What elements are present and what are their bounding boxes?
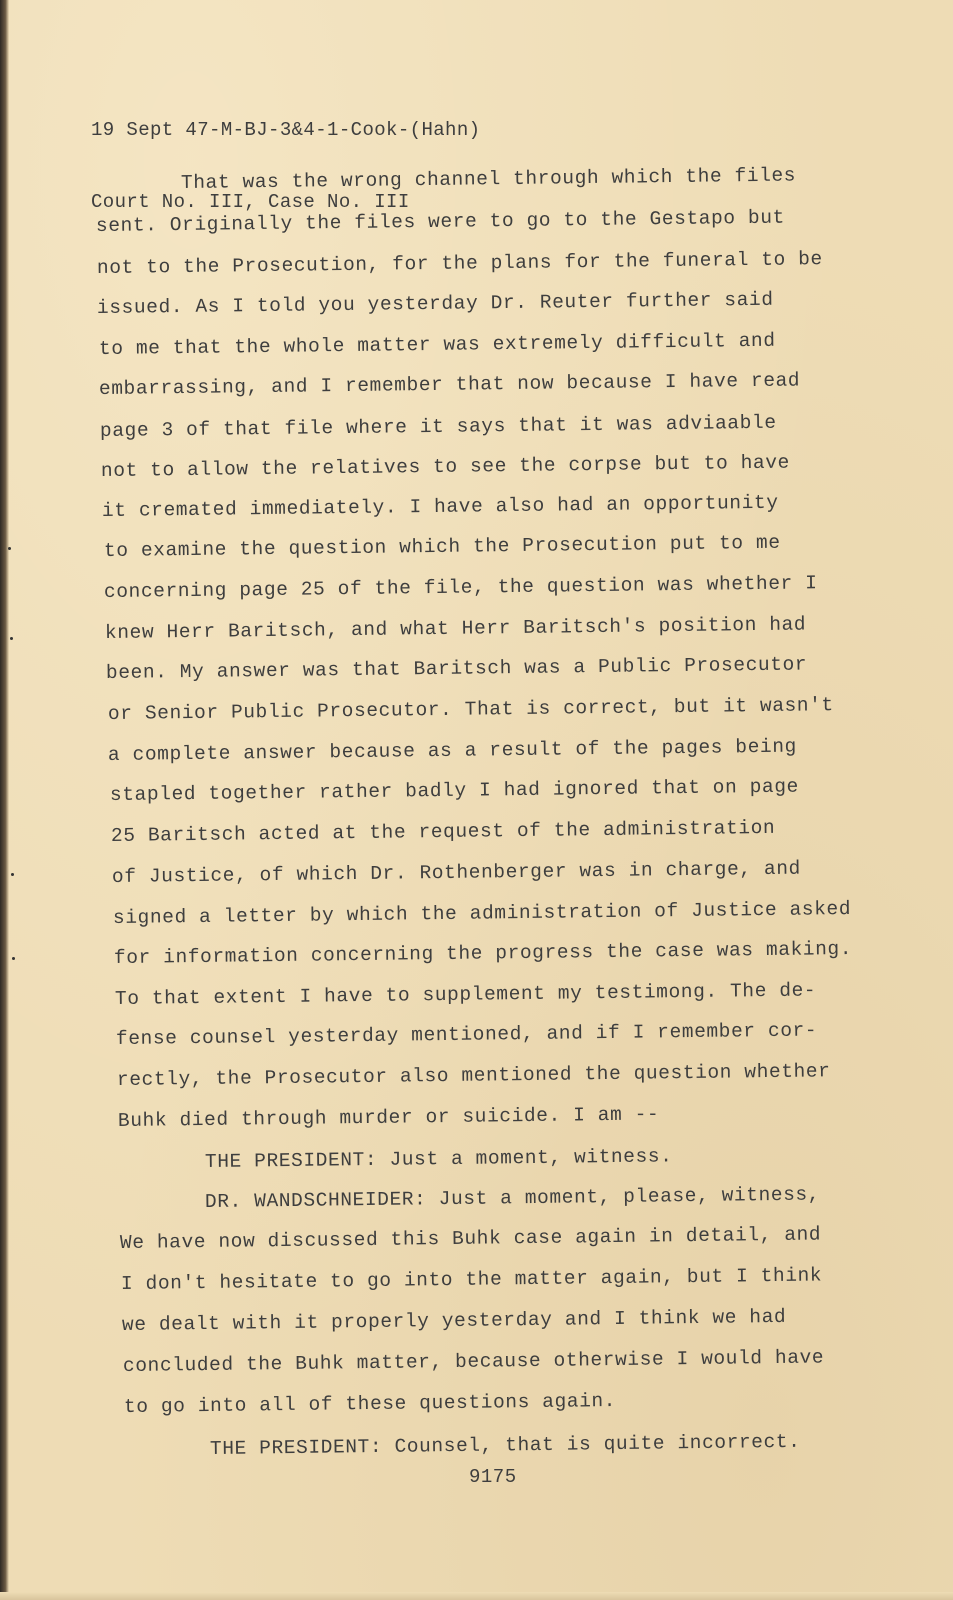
page-left-edge: [0, 0, 9, 1600]
body-line: a complete answer because as a result of the pages being: [107, 735, 797, 766]
body-line: issued. As I told you yesterday Dr. Reuter further said: [96, 288, 774, 319]
body-line: THE PRESIDENT: Just a moment, witness.: [204, 1145, 673, 1173]
page-bottom-edge: [0, 1592, 953, 1600]
body-line: DR. WANDSCHNEIDER: Just a moment, please, witness,: [204, 1183, 821, 1213]
body-line: it cremated immediately. I have also had an opportunity: [101, 491, 779, 522]
body-line: to examine the question which the Prosecution put to me: [103, 531, 781, 562]
body-line: stapled together rather badly I had ignored that on page: [109, 775, 799, 806]
margin-mark: [10, 637, 13, 640]
body-line: concerning page 25 of the file, the question was whether I: [103, 572, 818, 603]
body-line: embarrassing, and I remember that now because I have read: [98, 369, 801, 400]
body-line: knew Herr Baritsch, and what Herr Baritsch's position had: [104, 613, 807, 644]
body-line: been. My answer was that Baritsch was a Public Prosecutor: [105, 653, 808, 684]
margin-mark: [12, 957, 15, 960]
body-line: I don't hesitate to go into the matter again, but I think: [120, 1264, 823, 1295]
body-line: rectly, the Prosecutor also mentioned the question whether: [116, 1060, 831, 1091]
body-line: sent. Originally the files were to go to the Gestapo but: [95, 206, 785, 237]
body-line: fense counsel yesterday mentioned, and if I remember cor-: [115, 1019, 818, 1050]
body-line: We have now discussed this Buhk case again in detail, and: [119, 1223, 822, 1254]
page-number: 9175: [469, 1466, 517, 1488]
body-line: of Justice, of which Dr. Rothenberger was in charge, and: [111, 857, 801, 888]
body-line: To that extent I have to supplement my testimong. The de-: [114, 979, 817, 1010]
body-line: or Senior Public Prosecutor. That is correct, but it wasn't: [107, 694, 834, 725]
body-line: THE PRESIDENT: Counsel, that is quite incorrect.: [209, 1430, 801, 1460]
body-line: concluded the Buhk matter, because otherwise I would have: [122, 1346, 825, 1377]
body-line: to go into all of these questions again.: [123, 1389, 617, 1418]
body-line: signed a letter by which the administration of Justice asked: [112, 897, 852, 929]
margin-mark: [8, 547, 11, 550]
body-line: not to the Prosecution, for the plans for the funeral to be: [96, 248, 823, 279]
header-court-case: Court No. III, Case No. III: [91, 191, 410, 213]
body-line: to me that the whole matter was extremely difficult and: [98, 329, 776, 360]
body-line: not to allow the relatives to see the corpse but to have: [100, 451, 790, 482]
body-line: That was the wrong channel through which the files: [180, 164, 797, 194]
body-line: 25 Baritsch acted at the request of the administration: [110, 816, 776, 847]
body-line: for information concerning the progress the case was making.: [113, 937, 853, 969]
body-line: page 3 of that file where it says that it was adviaable: [99, 411, 777, 442]
body-line: Buhk died through murder or suicide. I am --: [117, 1103, 660, 1132]
body-line: we dealt with it properly yesterday and I think we had: [121, 1305, 787, 1336]
margin-mark: [11, 873, 14, 876]
header-case-reference: 19 Sept 47-M-BJ-3&4-1-Cook-(Hahn): [91, 119, 481, 141]
